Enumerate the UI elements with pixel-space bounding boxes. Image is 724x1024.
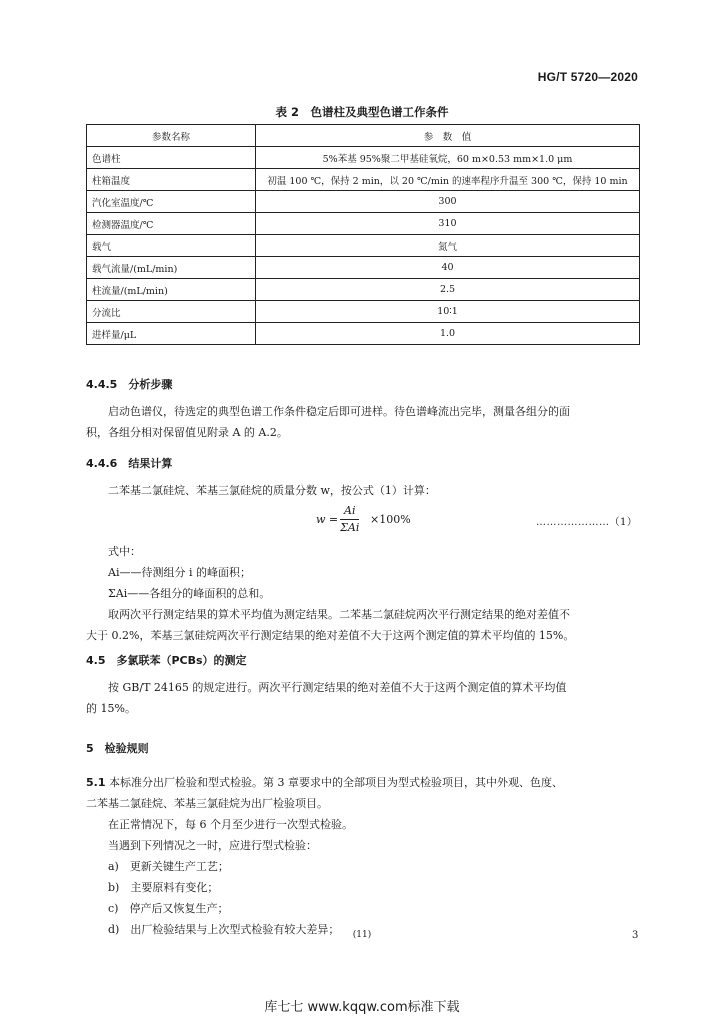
s445-para-line-1: 启动色谱仪，待选定的典型色谱工作条件稳定后即可进样。待色谱峰流出完毕，测量各组分的面 bbox=[108, 405, 570, 418]
s5-para-line-2: 二苯基二氯硅烷、苯基三氯硅烷为出厂检验项目。 bbox=[86, 797, 328, 810]
table-row bbox=[87, 301, 640, 323]
formula-denominator: ΣAi bbox=[340, 521, 360, 534]
header-param-name: 参数名称 bbox=[87, 125, 256, 147]
cell-name: 检测器温度/℃ bbox=[87, 213, 256, 235]
s446-intro: 二苯基二氯硅烷、苯基三氯硅烷的质量分数 w，按公式（1）计算： bbox=[108, 484, 436, 497]
cell-value: 初温 100 ℃，保持 2 min，以 20 ℃/min 的速率程序升温至 300 ℃，保持 10 min bbox=[256, 169, 640, 191]
s446-para-line-1: 取两次平行测定结果的算术平均值为测定结果。二苯基二氯硅烷两次平行测定结果的绝对差值不 bbox=[108, 608, 570, 621]
cell-value: 氮气 bbox=[256, 235, 640, 257]
table-row bbox=[87, 169, 640, 191]
cell-value: 5%苯基 95%聚二甲基硅氧烷，60 m×0.53 mm×1.0 μm bbox=[256, 147, 640, 169]
table-row bbox=[87, 147, 640, 169]
standard-code: HG/T 5720—2020 bbox=[537, 70, 638, 84]
formula-fraction bbox=[340, 503, 359, 536]
cell-name: 柱流量/(mL/min) bbox=[87, 279, 256, 301]
section-4-4-5-heading: 4.4.5 分析步骤 bbox=[86, 378, 173, 391]
s45-para-line-2: 的 15%。 bbox=[86, 702, 136, 715]
table-header-row bbox=[87, 125, 640, 147]
table-row bbox=[87, 191, 640, 213]
table-title: 表 2 色谱柱及典型色谱工作条件 bbox=[275, 105, 449, 119]
cell-name: 柱箱温度 bbox=[87, 169, 256, 191]
formula-numerator: Ai bbox=[340, 503, 359, 520]
cell-value: 300 bbox=[256, 191, 640, 213]
cell-value: 40 bbox=[256, 257, 640, 279]
list-item-d: d) 出厂检验结果与上次型式检验有较大差异； bbox=[108, 923, 340, 936]
s45-para-line-1: 按 GB/T 24165 的规定进行。两次平行测定结果的绝对差值不大于这两个测定值的算术平均值 bbox=[108, 681, 567, 694]
formula-rhs: ×100% bbox=[370, 513, 411, 526]
section-5-heading: 5 检验规则 bbox=[86, 742, 149, 755]
list-item-b: b) 主要原料有变化； bbox=[108, 881, 219, 894]
cell-value: 2.5 bbox=[256, 279, 640, 301]
s446-para-line-2: 大于 0.2%，苯基三氯硅烷两次平行测定结果的绝对差值不大于这两个测定值的算术平均值的 15%。 bbox=[86, 629, 575, 642]
formula-1 bbox=[0, 503, 724, 543]
clause-5-1-number: 5.1 bbox=[86, 776, 106, 789]
where-label: 式中： bbox=[108, 545, 141, 558]
table-row bbox=[87, 257, 640, 279]
watermark-text: 库七七 www.kqqw.com标准下载 bbox=[264, 1000, 460, 1015]
table-row bbox=[87, 235, 640, 257]
definition-ai: Ai——待测组分 i 的峰面积； bbox=[108, 566, 251, 579]
s5-para-line-3: 在正常情况下，每 6 个月至少进行一次型式检验。 bbox=[108, 818, 353, 831]
cell-value: 310 bbox=[256, 213, 640, 235]
params-table bbox=[86, 124, 640, 345]
equation-number: …………………（1） bbox=[536, 517, 638, 528]
s5-para-line-4: 当遇到下列情况之一时，应进行型式检验： bbox=[108, 839, 317, 852]
cell-name: 分流比 bbox=[87, 301, 256, 323]
s445-para-line-2: 积，各组分相对保留值见附录 A 的 A.2。 bbox=[86, 426, 288, 439]
list-item-c: c) 停产后又恢复生产； bbox=[108, 902, 229, 915]
cell-value: 10∶1 bbox=[256, 301, 640, 323]
clause-5-1-text: 本标准分出厂检验和型式检验。第 3 章要求中的全部项目为型式检验项目，其中外观、色度、 bbox=[109, 776, 563, 789]
list-item-a: a) 更新关键生产工艺； bbox=[108, 860, 229, 873]
cell-name: 汽化室温度/℃ bbox=[87, 191, 256, 213]
footer-sheet-number: (11) bbox=[352, 930, 372, 940]
table-row bbox=[87, 279, 640, 301]
cell-name: 载气 bbox=[87, 235, 256, 257]
table-row bbox=[87, 213, 640, 235]
cell-name: 色谱柱 bbox=[87, 147, 256, 169]
table-row bbox=[87, 323, 640, 345]
cell-name: 载气流量/(mL/min) bbox=[87, 257, 256, 279]
definition-sum-ai: ΣAi——各组分的峰面积的总和。 bbox=[108, 587, 271, 600]
section-4-5-heading: 4.5 多氯联苯（PCBs）的测定 bbox=[86, 654, 247, 667]
formula-lhs: w = bbox=[316, 513, 339, 526]
section-4-4-6-heading: 4.4.6 结果计算 bbox=[86, 457, 173, 470]
cell-value: 1.0 bbox=[256, 323, 640, 345]
header-param-value: 参 数 值 bbox=[256, 125, 640, 147]
cell-name: 进样量/μL bbox=[87, 323, 256, 345]
page-number: 3 bbox=[632, 930, 639, 941]
s5-para-line-1 bbox=[86, 772, 563, 793]
